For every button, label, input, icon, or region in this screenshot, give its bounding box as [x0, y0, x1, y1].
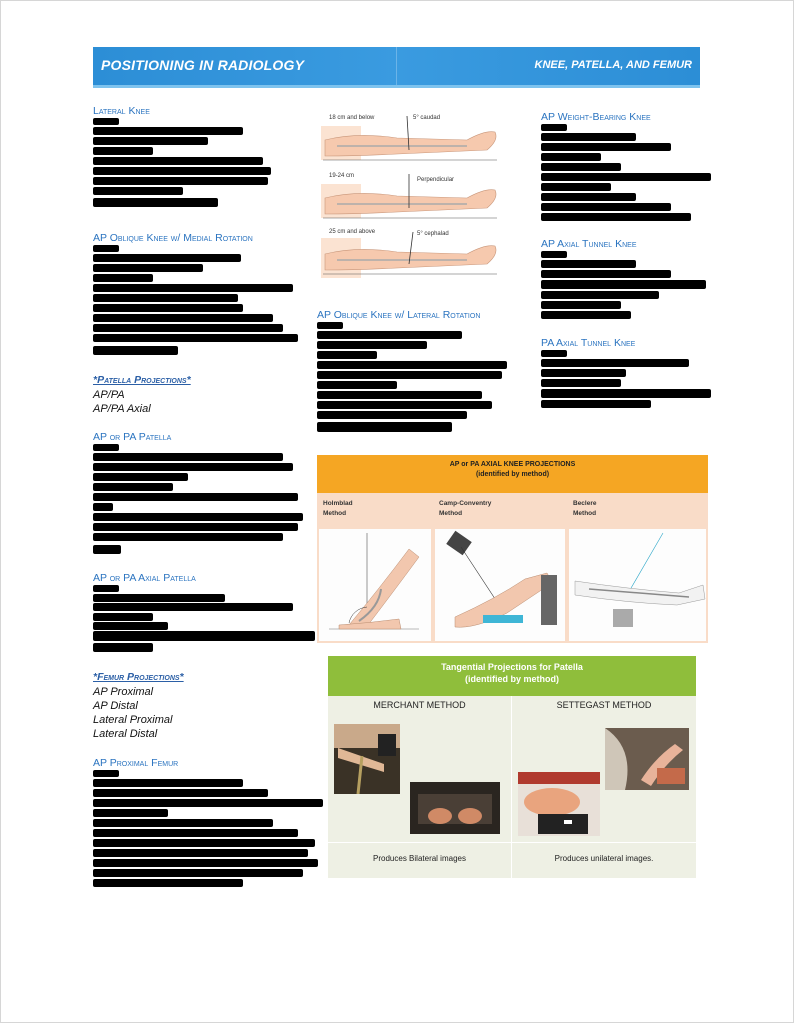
section-ap-axial-tunnel: AP Axial Tunnel Knee — [541, 238, 637, 250]
merchant-method-heading: MERCHANT METHOD — [373, 700, 466, 710]
section-ap-weight-bearing: AP Weight-Bearing Knee — [541, 111, 651, 123]
leg-size-label: 18 cm and below — [329, 115, 375, 121]
method-label: Method — [573, 510, 597, 517]
section-ap-pa-patella: AP or PA Patella — [93, 431, 172, 443]
section-ap-oblique-medial: AP Oblique Knee w/ Medial Rotation — [93, 232, 253, 244]
header-subtitle: KNEE, PATELLA, AND FEMUR — [534, 59, 692, 71]
section-ap-pa-axial-patella: AP or PA Axial Patella — [93, 572, 196, 584]
patella-projection-item: AP/PA — [93, 389, 125, 401]
axial-method-camp-coventry — [433, 493, 568, 643]
section-ap-proximal-femur: AP Proximal Femur — [93, 757, 179, 769]
tangential-projections-table — [328, 656, 696, 878]
leg-size-label: 19-24 cm — [329, 173, 355, 179]
tangential-table-subtitle: (identified by method) — [465, 674, 559, 684]
axial-method-holmblad — [317, 493, 434, 643]
table-divider — [328, 842, 696, 843]
method-name: Beclere — [573, 500, 597, 507]
leg-angle-label: Perpendicular — [417, 177, 455, 183]
leg-row — [317, 110, 507, 168]
merchant-photo-knees — [410, 782, 500, 834]
merchant-photo-positioning — [334, 724, 400, 794]
section-ap-oblique-lateral: AP Oblique Knee w/ Lateral Rotation — [317, 309, 481, 321]
femur-projection-item: AP Distal — [93, 700, 138, 712]
method-label: Method — [439, 510, 463, 517]
settegast-caption: Produces unilateral images. — [554, 854, 654, 863]
leg-size-label: 25 cm and above — [329, 229, 376, 235]
axial-method-beclere — [567, 493, 708, 643]
method-name: Holmblad — [323, 500, 353, 507]
axial-knee-projections-table — [317, 455, 708, 643]
method-label: Method — [323, 510, 347, 517]
femur-projection-item: Lateral Proximal — [93, 714, 173, 726]
beclere-illustration — [569, 529, 706, 641]
femur-projection-item: Lateral Distal — [93, 728, 158, 740]
section-pa-axial-tunnel: PA Axial Tunnel Knee — [541, 337, 636, 349]
axial-table-header — [317, 455, 708, 493]
leg-row — [317, 226, 507, 284]
settegast-method-heading: SETTEGAST METHOD — [556, 700, 652, 710]
merchant-caption: Produces Bilateral images — [373, 854, 466, 863]
tangential-table-header — [328, 656, 696, 696]
leg-row — [317, 168, 507, 226]
holmblad-illustration — [319, 529, 431, 641]
femur-projections-heading: *Femur Projections* — [93, 671, 184, 683]
femur-projection-item: AP Proximal — [93, 686, 154, 698]
settegast-photo-knee — [518, 772, 600, 836]
axial-table-title: AP or PA AXIAL KNEE PROJECTIONS — [449, 461, 576, 468]
leg-angle-label: 5° cephalad — [417, 231, 449, 237]
method-name: Camp-Conventry — [439, 500, 492, 507]
tangential-table-title: Tangential Projections for Patella — [441, 662, 583, 672]
leg-angle-diagram — [317, 110, 507, 290]
patella-projections-heading: *Patella Projections* — [93, 374, 191, 386]
settegast-photo-positioning — [605, 728, 689, 790]
patella-projection-item: AP/PA Axial — [93, 403, 151, 415]
section-lateral-knee: Lateral Knee — [93, 105, 150, 117]
header-divider — [396, 47, 397, 85]
leg-angle-label: 5° caudad — [413, 115, 441, 121]
camp-coventry-illustration — [435, 529, 565, 641]
header-title: POSITIONING IN RADIOLOGY — [101, 57, 305, 73]
page-header — [93, 47, 700, 88]
axial-table-subtitle: (identified by method) — [475, 471, 550, 478]
table-divider — [511, 696, 512, 878]
